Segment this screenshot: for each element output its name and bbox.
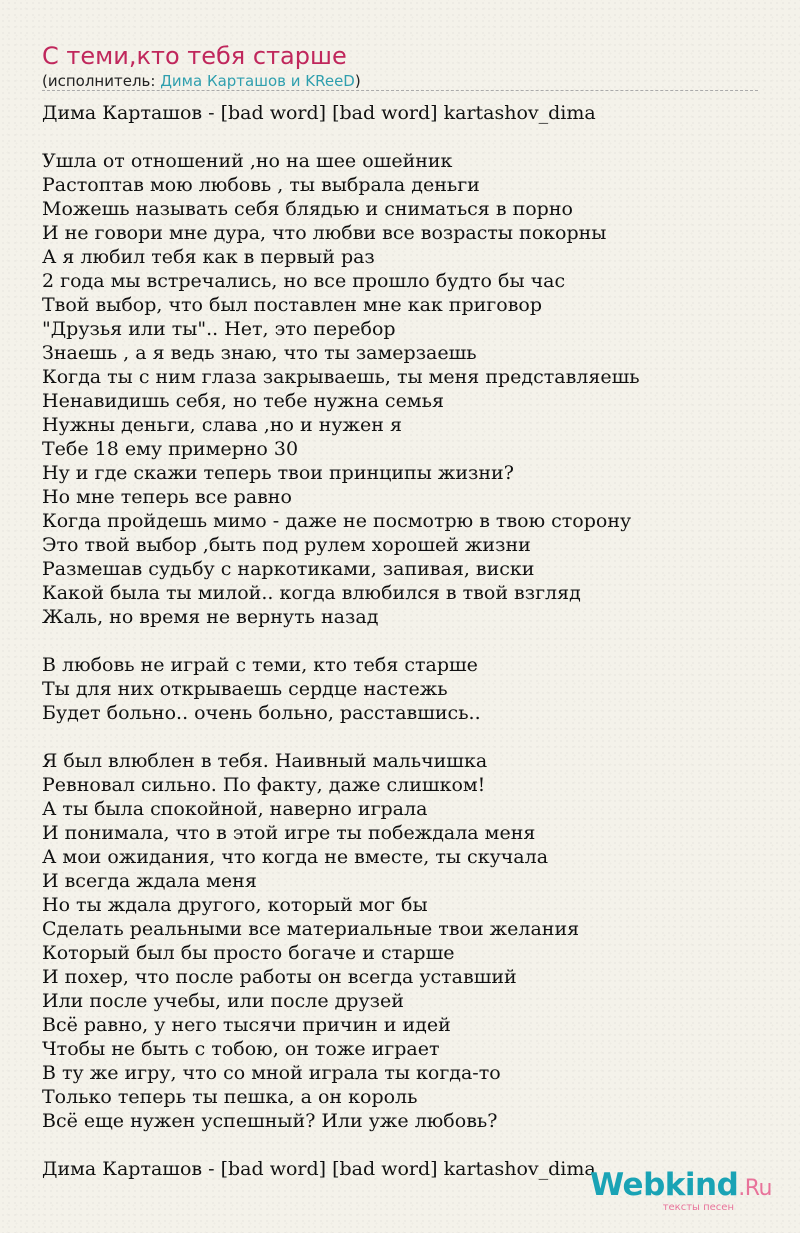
lyric-line: Когда пройдешь мимо - даже не посмотрю в твою сторону xyxy=(42,510,632,532)
artist-line xyxy=(42,71,361,91)
lyric-line: В ту же игру, что со мной играла ты когда-то xyxy=(42,1062,501,1084)
song-title: С теми,кто тебя старше xyxy=(42,42,347,70)
lyric-line: Знаешь , а я ведь знаю, что ты замерзаешь xyxy=(42,342,477,364)
lyric-line: Всё равно, у него тысячи причин и идей xyxy=(42,1014,451,1036)
lyric-line: Будет больно.. очень больно, расставшись.. xyxy=(42,702,481,724)
lyric-line xyxy=(42,725,782,749)
lyric-line: Сделать реальными все материальные твои желания xyxy=(42,918,580,940)
lyric-line: И похер, что после работы он всегда уставший xyxy=(42,966,517,988)
lyric-line xyxy=(42,125,782,149)
logo-tld: .Ru xyxy=(738,1176,772,1201)
lyric-line: Только теперь ты пешка, а он король xyxy=(42,1086,418,1108)
lyric-line: Растоптав мою любовь , ты выбрала деньги xyxy=(42,174,480,196)
artist-suffix: ) xyxy=(354,72,361,90)
lyric-line: Ушла от отношений ,но на шее ошейник xyxy=(42,150,453,172)
site-logo[interactable] xyxy=(590,1168,772,1214)
lyric-line: Который был бы просто богаче и старше xyxy=(42,942,455,964)
lyric-line: Ревновал сильно. По факту, даже слишком! xyxy=(42,774,486,796)
lyric-line: Я был влюблен в тебя. Наивный мальчишка xyxy=(42,750,488,772)
lyric-line: Размешав судьбу с наркотиками, запивая, виски xyxy=(42,558,535,580)
lyric-line: Но ты ждала другого, который мог бы xyxy=(42,894,428,916)
lyric-line: Когда ты с ним глаза закрываешь, ты меня представляешь xyxy=(42,366,640,388)
lyric-line: Можешь называть себя блядью и сниматься в порно xyxy=(42,198,573,220)
lyric-line: И не говори мне дура, что любви все возрасты покорны xyxy=(42,222,607,244)
lyric-line: А мои ожидания, что когда не вместе, ты скучала xyxy=(42,846,549,868)
lyric-line xyxy=(42,629,782,653)
lyric-line: 2 года мы встречались, но все прошло будто бы час xyxy=(42,270,566,292)
lyric-line: "Друзья или ты".. Нет, это перебор xyxy=(42,318,396,340)
artist-link[interactable]: Дима Карташов и KReeD xyxy=(160,72,355,90)
lyric-line: Ну и где скажи теперь твои принципы жизни? xyxy=(42,462,514,484)
lyric-line: Ненавидишь себя, но тебе нужна семья xyxy=(42,390,444,412)
lyric-line: Или после учебы, или после друзей xyxy=(42,990,404,1012)
lyric-line: А я любил тебя как в первый раз xyxy=(42,246,375,268)
lyric-line: Какой была ты милой.. когда влюбился в твой взгляд xyxy=(42,582,581,604)
logo-tagline: тексты песен xyxy=(662,1202,734,1213)
lyric-line: И понимала, что в этой игре ты побеждала меня xyxy=(42,822,536,844)
lyric-line: А ты была спокойной, наверно играла xyxy=(42,798,428,820)
lyric-line: Дима Карташов - [bad word] [bad word] kartashov_dima xyxy=(42,1158,596,1180)
lyric-line: Чтобы не быть с тобою, он тоже играет xyxy=(42,1038,440,1060)
lyric-line: Это твой выбор ,быть под рулем хорошей жизни xyxy=(42,534,531,556)
lyric-line: И всегда ждала меня xyxy=(42,870,257,892)
lyric-line: Жаль, но время не вернуть назад xyxy=(42,606,379,628)
lyric-line: Всё еще нужен успешный? Или уже любовь? xyxy=(42,1110,498,1132)
title-divider xyxy=(42,90,758,91)
lyric-line: Твой выбор, что был поставлен мне как приговор xyxy=(42,294,542,316)
lyric-line xyxy=(42,1133,782,1157)
lyric-line: В любовь не играй с теми, кто тебя старше xyxy=(42,654,478,676)
artist-prefix: (исполнитель: xyxy=(42,72,161,90)
lyric-line: Дима Карташов - [bad word] [bad word] kartashov_dima xyxy=(42,102,596,124)
logo-wordmark xyxy=(590,1168,772,1206)
lyric-line: Ты для них открываешь сердце настежь xyxy=(42,678,448,700)
lyric-line: Тебе 18 ему примерно 30 xyxy=(42,438,299,460)
lyrics-text xyxy=(42,101,782,1181)
lyric-line: Но мне теперь все равно xyxy=(42,486,292,508)
logo-brand: Webkind xyxy=(589,1167,739,1203)
lyric-line: Нужны деньги, слава ,но и нужен я xyxy=(42,414,402,436)
